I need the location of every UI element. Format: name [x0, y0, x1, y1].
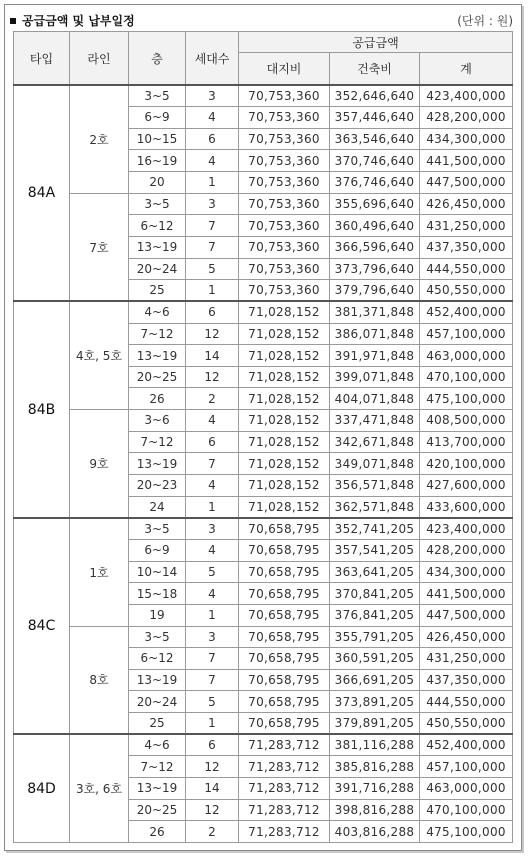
cell-floor: 3~5 [129, 193, 186, 215]
cell-land: 70,658,795 [239, 561, 330, 583]
cell-land: 71,283,712 [239, 799, 330, 821]
cell-households: 4 [186, 150, 239, 172]
cell-floor: 7~12 [129, 756, 186, 778]
cell-floor: 24 [129, 496, 186, 518]
cell-building: 391,716,288 [330, 778, 420, 800]
cell-type: 84D [14, 734, 70, 842]
cell-building: 376,841,205 [330, 604, 420, 626]
cell-total: 447,500,000 [420, 604, 513, 626]
cell-building: 342,671,848 [330, 431, 420, 453]
cell-floor: 3~5 [129, 626, 186, 648]
cell-households: 2 [186, 821, 239, 843]
cell-households: 7 [186, 453, 239, 475]
cell-total: 437,350,000 [420, 236, 513, 258]
header-building: 건축비 [330, 53, 420, 86]
cell-floor: 6~12 [129, 648, 186, 670]
cell-type: 84B [14, 301, 70, 517]
cell-total: 463,000,000 [420, 778, 513, 800]
cell-land: 70,753,360 [239, 172, 330, 194]
cell-line: 4호, 5호 [70, 301, 129, 409]
cell-households: 5 [186, 258, 239, 280]
cell-households: 6 [186, 734, 239, 756]
cell-total: 420,100,000 [420, 453, 513, 475]
cell-total: 457,100,000 [420, 756, 513, 778]
cell-households: 3 [186, 193, 239, 215]
cell-households: 4 [186, 475, 239, 497]
cell-building: 381,371,848 [330, 301, 420, 323]
table-row [14, 193, 513, 215]
cell-total: 475,100,000 [420, 388, 513, 410]
cell-land: 70,753,360 [239, 258, 330, 280]
cell-building: 370,746,640 [330, 150, 420, 172]
cell-households: 4 [186, 410, 239, 432]
cell-total: 426,450,000 [420, 193, 513, 215]
cell-households: 7 [186, 236, 239, 258]
cell-building: 357,541,205 [330, 539, 420, 561]
cell-households: 4 [186, 539, 239, 561]
cell-households: 6 [186, 301, 239, 323]
cell-total: 426,450,000 [420, 626, 513, 648]
cell-floor: 20~25 [129, 799, 186, 821]
cell-total: 434,300,000 [420, 561, 513, 583]
cell-land: 70,753,360 [239, 85, 330, 107]
cell-floor: 6~9 [129, 107, 186, 129]
cell-building: 385,816,288 [330, 756, 420, 778]
cell-land: 71,028,152 [239, 410, 330, 432]
cell-building: 356,571,848 [330, 475, 420, 497]
cell-building: 360,496,640 [330, 215, 420, 237]
cell-building: 370,841,205 [330, 583, 420, 605]
cell-total: 441,500,000 [420, 583, 513, 605]
cell-total: 441,500,000 [420, 150, 513, 172]
cell-line: 1호 [70, 518, 129, 626]
cell-building: 398,816,288 [330, 799, 420, 821]
cell-households: 1 [186, 172, 239, 194]
cell-building: 373,891,205 [330, 691, 420, 713]
cell-building: 404,071,848 [330, 388, 420, 410]
cell-total: 444,550,000 [420, 691, 513, 713]
cell-total: 423,400,000 [420, 518, 513, 540]
cell-total: 431,250,000 [420, 648, 513, 670]
cell-floor: 6~9 [129, 539, 186, 561]
cell-total: 450,550,000 [420, 280, 513, 302]
cell-total: 463,000,000 [420, 345, 513, 367]
cell-households: 12 [186, 799, 239, 821]
cell-land: 70,658,795 [239, 518, 330, 540]
cell-land: 70,658,795 [239, 583, 330, 605]
cell-households: 3 [186, 518, 239, 540]
cell-households: 1 [186, 713, 239, 735]
cell-floor: 4~6 [129, 734, 186, 756]
cell-floor: 7~12 [129, 431, 186, 453]
cell-households: 14 [186, 778, 239, 800]
title-bar [10, 12, 513, 30]
cell-building: 357,446,640 [330, 107, 420, 129]
table-body [14, 85, 513, 842]
page-title [10, 12, 135, 29]
header-households: 세대수 [186, 32, 239, 86]
cell-households: 2 [186, 388, 239, 410]
cell-building: 399,071,848 [330, 366, 420, 388]
page-title-text: 공급금액 및 납부일정 [22, 14, 135, 28]
cell-floor: 13~19 [129, 669, 186, 691]
cell-building: 403,816,288 [330, 821, 420, 843]
cell-building: 381,116,288 [330, 734, 420, 756]
cell-land: 70,753,360 [239, 150, 330, 172]
cell-total: 470,100,000 [420, 366, 513, 388]
cell-floor: 26 [129, 388, 186, 410]
cell-building: 363,546,640 [330, 128, 420, 150]
cell-floor: 25 [129, 713, 186, 735]
cell-building: 391,971,848 [330, 345, 420, 367]
header-supply-amount: 공급금액 [239, 32, 513, 53]
table-row [14, 85, 513, 107]
cell-building: 373,796,640 [330, 258, 420, 280]
cell-land: 70,658,795 [239, 669, 330, 691]
table-header [14, 32, 513, 86]
cell-land: 71,283,712 [239, 734, 330, 756]
cell-households: 7 [186, 669, 239, 691]
cell-households: 1 [186, 280, 239, 302]
cell-floor: 15~18 [129, 583, 186, 605]
cell-building: 379,796,640 [330, 280, 420, 302]
cell-floor: 26 [129, 821, 186, 843]
cell-floor: 19 [129, 604, 186, 626]
cell-building: 376,746,640 [330, 172, 420, 194]
cell-building: 366,596,640 [330, 236, 420, 258]
cell-land: 71,028,152 [239, 496, 330, 518]
cell-households: 3 [186, 85, 239, 107]
cell-building: 337,471,848 [330, 410, 420, 432]
header-total: 계 [420, 53, 513, 86]
table-row [14, 518, 513, 540]
cell-land: 71,283,712 [239, 778, 330, 800]
cell-total: 434,300,000 [420, 128, 513, 150]
cell-building: 366,691,205 [330, 669, 420, 691]
cell-households: 5 [186, 561, 239, 583]
square-bullet-icon [10, 18, 16, 24]
cell-building: 349,071,848 [330, 453, 420, 475]
cell-floor: 25 [129, 280, 186, 302]
cell-land: 71,028,152 [239, 475, 330, 497]
cell-total: 470,100,000 [420, 799, 513, 821]
cell-land: 71,028,152 [239, 366, 330, 388]
cell-floor: 10~15 [129, 128, 186, 150]
cell-floor: 13~19 [129, 778, 186, 800]
cell-land: 71,028,152 [239, 323, 330, 345]
cell-households: 5 [186, 691, 239, 713]
cell-total: 408,500,000 [420, 410, 513, 432]
cell-building: 360,591,205 [330, 648, 420, 670]
cell-households: 7 [186, 648, 239, 670]
cell-total: 433,600,000 [420, 496, 513, 518]
cell-floor: 20~24 [129, 258, 186, 280]
cell-land: 70,753,360 [239, 236, 330, 258]
cell-line: 2호 [70, 85, 129, 193]
cell-households: 6 [186, 431, 239, 453]
cell-total: 431,250,000 [420, 215, 513, 237]
cell-floor: 3~6 [129, 410, 186, 432]
cell-households: 6 [186, 128, 239, 150]
cell-land: 71,028,152 [239, 345, 330, 367]
cell-land: 70,753,360 [239, 215, 330, 237]
cell-floor: 13~19 [129, 453, 186, 475]
header-line: 라인 [70, 32, 129, 86]
cell-land: 70,658,795 [239, 539, 330, 561]
cell-households: 12 [186, 323, 239, 345]
cell-floor: 20~23 [129, 475, 186, 497]
cell-land: 70,753,360 [239, 193, 330, 215]
cell-land: 71,028,152 [239, 301, 330, 323]
cell-land: 70,753,360 [239, 128, 330, 150]
cell-land: 70,658,795 [239, 691, 330, 713]
cell-floor: 7~12 [129, 323, 186, 345]
cell-land: 71,283,712 [239, 756, 330, 778]
cell-floor: 20 [129, 172, 186, 194]
cell-floor: 6~12 [129, 215, 186, 237]
cell-households: 1 [186, 496, 239, 518]
cell-land: 70,658,795 [239, 604, 330, 626]
cell-line: 7호 [70, 193, 129, 301]
cell-building: 363,641,205 [330, 561, 420, 583]
cell-land: 71,028,152 [239, 388, 330, 410]
cell-building: 362,571,848 [330, 496, 420, 518]
cell-floor: 20~25 [129, 366, 186, 388]
cell-type: 84C [14, 518, 70, 734]
table-row [14, 626, 513, 648]
header-type: 타입 [14, 32, 70, 86]
cell-floor: 10~14 [129, 561, 186, 583]
cell-building: 355,696,640 [330, 193, 420, 215]
cell-building: 355,791,205 [330, 626, 420, 648]
cell-total: 475,100,000 [420, 821, 513, 843]
table-row [14, 410, 513, 432]
cell-total: 437,350,000 [420, 669, 513, 691]
cell-total: 428,200,000 [420, 107, 513, 129]
cell-total: 452,400,000 [420, 301, 513, 323]
cell-building: 386,071,848 [330, 323, 420, 345]
cell-households: 4 [186, 107, 239, 129]
cell-households: 4 [186, 583, 239, 605]
cell-total: 423,400,000 [420, 85, 513, 107]
cell-total: 427,600,000 [420, 475, 513, 497]
cell-line: 3호, 6호 [70, 734, 129, 842]
cell-building: 352,646,640 [330, 85, 420, 107]
cell-line: 8호 [70, 626, 129, 734]
cell-total: 457,100,000 [420, 323, 513, 345]
cell-total: 452,400,000 [420, 734, 513, 756]
cell-building: 352,741,205 [330, 518, 420, 540]
cell-land: 71,283,712 [239, 821, 330, 843]
cell-land: 70,753,360 [239, 107, 330, 129]
cell-total: 447,500,000 [420, 172, 513, 194]
cell-floor: 13~19 [129, 345, 186, 367]
cell-floor: 4~6 [129, 301, 186, 323]
table-row [14, 301, 513, 323]
cell-households: 3 [186, 626, 239, 648]
cell-building: 379,891,205 [330, 713, 420, 735]
cell-land: 70,658,795 [239, 713, 330, 735]
cell-households: 1 [186, 604, 239, 626]
cell-land: 71,028,152 [239, 431, 330, 453]
cell-land: 70,658,795 [239, 648, 330, 670]
cell-households: 12 [186, 756, 239, 778]
supply-price-table [13, 31, 513, 843]
cell-total: 428,200,000 [420, 539, 513, 561]
unit-label: (단위 : 원) [457, 14, 513, 28]
header-floor: 층 [129, 32, 186, 86]
cell-land: 70,753,360 [239, 280, 330, 302]
header-land: 대지비 [239, 53, 330, 86]
cell-type: 84A [14, 85, 70, 301]
cell-households: 7 [186, 215, 239, 237]
cell-total: 444,550,000 [420, 258, 513, 280]
cell-land: 70,658,795 [239, 626, 330, 648]
cell-total: 450,550,000 [420, 713, 513, 735]
cell-households: 14 [186, 345, 239, 367]
cell-land: 71,028,152 [239, 453, 330, 475]
cell-floor: 16~19 [129, 150, 186, 172]
cell-line: 9호 [70, 410, 129, 518]
cell-floor: 3~5 [129, 518, 186, 540]
cell-floor: 3~5 [129, 85, 186, 107]
cell-total: 413,700,000 [420, 431, 513, 453]
cell-floor: 20~24 [129, 691, 186, 713]
table-row [14, 734, 513, 756]
cell-floor: 13~19 [129, 236, 186, 258]
cell-households: 12 [186, 366, 239, 388]
